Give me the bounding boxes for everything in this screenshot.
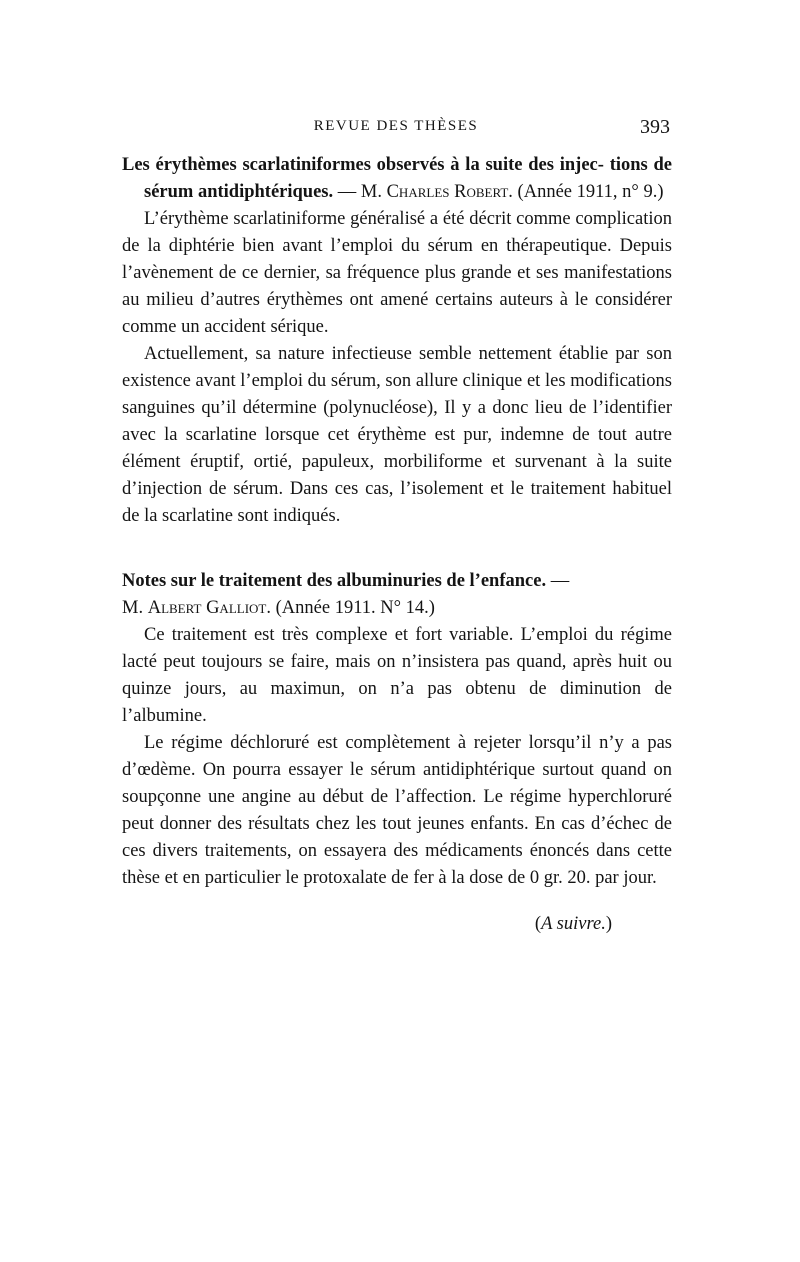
article-2-paragraph-1: Ce traitement est très complexe et fort variable. L’emploi du régime lacté peut toujours se faire, mais on n’insistera pas quand, après huit ou quinze jours, au maximun, on n’a pas obtenu de diminution de l’albumine. — [122, 625, 672, 726]
article-1-paragraph-1: L’érythème scarlatiniforme généralisé a été décrit comme complication de la diphtérie bien avant l’emploi du sérum en thérapeutique. Depuis l’avènement de ce dernier, sa fréquence plus grande et ses manifestations au milieu d’autres érythèmes ont amené certains auteurs à le considérer comme un accident sérique. — [122, 209, 672, 337]
article-2-title: Notes sur le traitement des albuminuries de l’enfance. — [122, 571, 547, 591]
article-1-title-line2: tions de sérum antidiphtériques. — [144, 155, 673, 202]
continuation-text: A suivre. — [541, 914, 606, 934]
article-2-author-prefix: M. — [122, 598, 148, 618]
continuation-close-paren: ) — [605, 914, 612, 934]
article-2-paragraph-2: Le régime déchloruré est complètement à rejeter lorsqu’il n’y a pas d’œdème. On pourra essayer le sérum antidiphtérique surtout quand on soupçonne une angine au début de l’affection. Le régime hyperchloruré peut donner des résultats chez les tout jeunes enfants. En cas d’échec de ces divers traitements, on essayera des médicaments énoncés dans cette thèse et en particulier le protoxalate de fer à la dose de 0 gr. 20. par jour. — [122, 733, 672, 888]
article-2-reference: (Année 1911. N° 14.) — [271, 598, 435, 618]
page-body — [122, 152, 672, 935]
article-1-paragraph-2: Actuellement, sa nature infectieuse semble nettement établie par son existence avant l’emploi du sérum, son allure clinique et les modifications sanguines qu’il détermine (polynucléose), Il y a donc lieu de l’identifier avec la scarlatine lorsque cet érythème est pur, indemne de tout autre élément éruptif, ortié, papuleux, morbiliforme et survenant à la suite d’injection de sérum. Dans ces cas, l’isolement et le traitement habituel de la scarlatine sont indiqués. — [122, 344, 672, 526]
continuation-open-paren: ( — [534, 914, 542, 934]
continuation-note — [122, 914, 672, 935]
article-1-author-name: Charles Robert. — [386, 182, 513, 202]
page-number: 393 — [640, 116, 670, 138]
running-title: REVUE DES THÈSES — [313, 118, 479, 134]
article-1-dash: — — [333, 182, 361, 202]
article-2-dash: — — [546, 571, 570, 591]
article-2-byline — [122, 595, 672, 622]
article-2-heading — [122, 568, 672, 622]
article-1-author-prefix: M. — [360, 182, 387, 202]
article-2-author-name: Albert Galliot. — [147, 598, 271, 618]
article-1-title-line1: Les érythèmes scarlatiniformes observés à la suite des injec- — [122, 155, 604, 175]
running-head — [122, 116, 670, 140]
article-1-heading — [122, 152, 672, 206]
article-1-reference: (Année 1911, n° 9.) — [517, 182, 664, 202]
